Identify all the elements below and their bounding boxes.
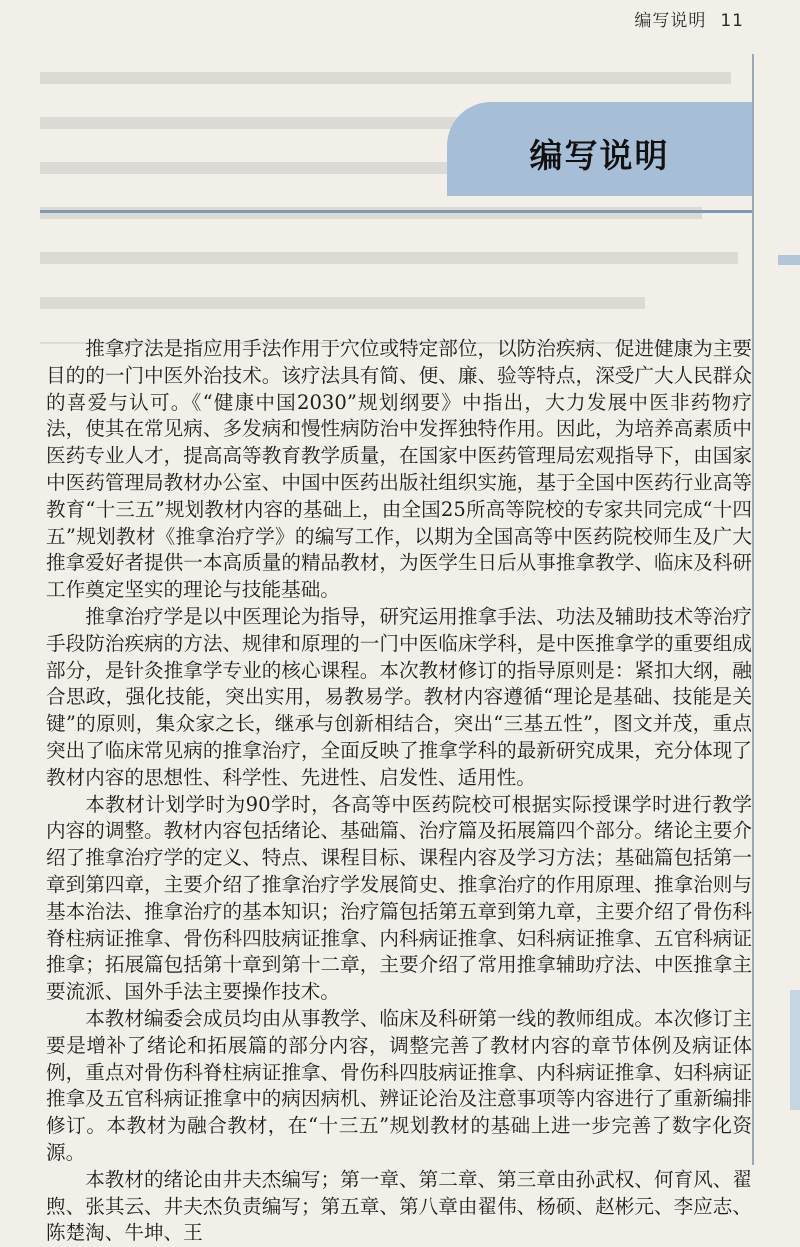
paragraph: 推拿治疗学是以中医理论为指导，研究运用推拿手法、功法及辅助技术等治疗手段防治疾病的方法、规律和原理的一门中医临床学科，是中医推拿学的重要组成部分，是针灸推拿学专业的核心课程。本次教材修订的指导原则是：紧扣大纲，融合思政，强化技能，突出实用，易教易学。教材内容遵循“理论是基础、技能是关键”的原则，集众家之长，继承与创新相结合，突出“三基五性”，图文并茂，重点突出了临床常见病的推拿治疗，全面反映了推拿学科的最新研究成果，充分体现了教材内容的思想性、科学性、先进性、启发性、适用性。 (46, 604, 752, 789)
body-text (46, 336, 752, 1247)
paragraph: 本教材编委会成员均由从事教学、临床及科研第一线的教师组成。本次修订主要是增补了绪论和拓展篇的部分内容，调整完善了教材内容的章节体例及病证体例，重点对骨伤科脊柱病证推拿、骨伤科四肢病证推拿、内科病证推拿、妇科病证推拿及五官科病证推拿中的病因病机、辨证论治及注意事项等内容进行了重新编排修订。本教材为融合教材，在“十三五”规划教材的基础上进一步完善了数字化资源。 (46, 1006, 752, 1164)
title-banner (447, 102, 752, 196)
page-number: 11 (720, 11, 744, 31)
edge-tab (778, 255, 800, 265)
paragraph: 本教材的绪论由井夫杰编写；第一章、第二章、第三章由孙武权、何育风、翟煦、张其云、井夫杰负责编写；第五章、第八章由翟伟、杨硕、赵彬元、李应志、陈楚淘、牛坤、王 (46, 1167, 752, 1245)
paragraph: 本教材计划学时为90学时，各高等中医药院校可根据实际授课学时进行教学内容的调整。教材内容包括绪论、基础篇、治疗篇及拓展篇四个部分。绪论主要介绍了推拿治疗学的定义、特点、课程目标、课程内容及学习方法；基础篇包括第一章到第四章，主要介绍了推拿治疗学发展简史、推拿治疗的作用原理、推拿治则与基本治法、推拿治疗的基本知识；治疗篇包括第五章到第九章，主要介绍了骨伤科脊柱病证推拿、骨伤科四肢病证推拿、内科病证推拿、妇科病证推拿、五官科病证推拿；拓展篇包括第十章到第十二章，主要介绍了常用推拿辅助疗法、中医推拿主要流派、国外手法主要操作技术。 (46, 792, 752, 1004)
edge-tab-lower (790, 990, 800, 1110)
paragraph: 推拿疗法是指应用手法作用于穴位或特定部位，以防治疾病、促进健康为主要目的的一门中医外治技术。该疗法具有简、便、廉、验等特点，深受广大人民群众的喜爱与认可。《“健康中国2030”规划纲要》中指出，大力发展中医非药物疗法，使其在常见病、多发病和慢性病防治中发挥独特作用。因此，为培养高素质中医药专业人才，提高高等教育教学质量，在国家中医药管理局宏观指导下，由国家中医药管理局教材办公室、中国中医药出版社组织实施，基于全国中医药行业高等教育“十三五”规划教材内容的基础上，由全国25所高等院校的专家共同完成“十四五”规划教材《推拿治疗学》的编写工作，以期为全国高等中医药院校师生及广大推拿爱好者提供一本高质量的精品教材，为医学生日后从事推拿教学、临床及科研工作奠定坚实的理论与技能基础。 (46, 337, 752, 602)
margin-rule (752, 54, 754, 1165)
running-header (634, 6, 744, 31)
running-header-section: 编写说明 (634, 11, 707, 31)
page-title: 编写说明 (529, 136, 670, 175)
header-rule (40, 210, 752, 213)
